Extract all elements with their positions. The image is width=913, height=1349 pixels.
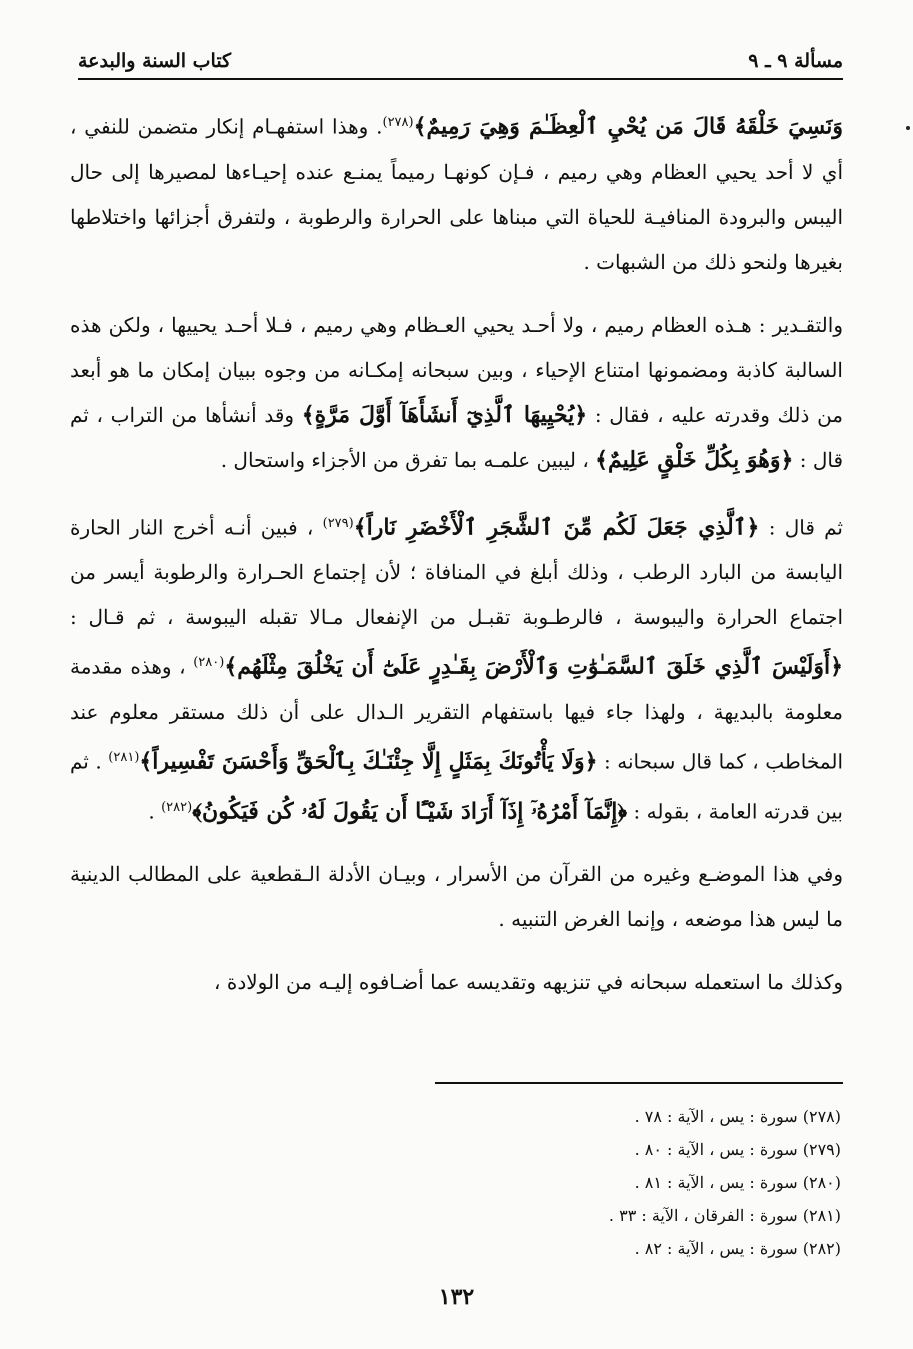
body-text-run: ، فبين أنـه أخرج النار الحارة اليابسة من البارد الرطب ، وذلك أبلغ في المنافاة ؛ لأن إجتماع الحـرارة والرطوبة أيسر من اجتماع الحرارة واليبوسة ، فالرطـوبة تقبـل من الإنفعال مـالا تقبله اليبوسة ، ثم قـال :	[70, 515, 843, 630]
quran-verse: ﴿إِنَّمَآ أَمْرُهُۥٓ إِذَآ أَرَادَ شَيْـًٔا أَن يَقُولَ لَهُۥ كُن فَيَكُونُ﴾	[192, 798, 628, 825]
body-text-run: . وهذا استفهـام إنكار متضمن للنفي ، أي لا أحد يحيي العظام وهي رميم ، فـإن كونهـا رميماً يمنـع عنده إحيـاءها لمصيرها إلى حال اليبس والبرودة المنافيـة للحياة التي مبناها على الحرارة والرطوبة ، ولتفرق أجزائها واختلاطها بغيرها ولنحو ذلك من الشبهات .	[70, 114, 843, 274]
main-text	[70, 100, 843, 1023]
quran-verse: ﴿وَهُوَ بِكُلِّ خَلْقٍ عَلِيمٌ﴾	[595, 446, 794, 473]
body-text-run: وكذلك ما استعمله سبحانه في تنزيهه وتقديسه عما أضـافوه إليـه من الولادة ،	[214, 970, 843, 995]
body-text-run: وقد أنشأها من التراب ، ثم قال :	[70, 402, 843, 472]
footnote: (٢٧٩) سورة : يس ، الآية : ٨٠ .	[634, 1140, 841, 1159]
paragraph	[70, 852, 843, 942]
footnote-divider	[435, 1082, 843, 1084]
issue-number: مسألة ٩ ـ ٩	[748, 50, 843, 72]
body-text-run: وفي هذا الموضـع وغيره من القرآن من الأسرار ، وبيـان الأدلة الـقطعية على المطالب الدينية ما ليس هذا موضعه ، وإنما الغرض التنبيه .	[70, 862, 843, 932]
footnote: (٢٨٠) سورة : يس ، الآية : ٨١ .	[634, 1173, 841, 1192]
paragraph	[70, 960, 843, 1005]
footnote: (٢٨٢) سورة : يس ، الآية : ٨٢ .	[634, 1239, 841, 1258]
paragraph	[70, 100, 843, 285]
book-title: كتاب السنة والبدعة	[78, 50, 232, 72]
quran-verse: ﴿ٱلَّذِي جَعَلَ لَكُم مِّنَ ٱلشَّجَرِ ٱلْأَخْضَرِ نَاراً﴾	[353, 514, 760, 541]
footnotes	[401, 1100, 841, 1265]
paragraph	[70, 303, 843, 483]
footnote: (٢٧٨) سورة : يس ، الآية : ٧٨ .	[634, 1107, 841, 1126]
footnote: (٢٨١) سورة : الفرقان ، الآية : ٣٣ .	[608, 1206, 841, 1225]
quran-verse: ﴿يُحْيِيهَا ٱلَّذِيٓ أَنشَأَهَآ أَوَّلَ مَرَّةٍ﴾	[301, 401, 588, 428]
footnote-ref: (٢٨١)	[108, 749, 140, 765]
quran-verse: وَنَسِيَ خَلْقَهُ قَالَ مَن يُحْيِ ٱلْعِظَـٰمَ وَهِيَ رَمِيمٌ﴾	[413, 113, 843, 140]
quran-verse: ﴿وَلَا يَأْتُونَكَ بِمَثَلٍ إِلَّا جِئْنَـٰكَ بِٱلْحَقِّ وَأَحْسَنَ تَفْسِيراً﴾	[139, 748, 598, 775]
footnote-ref: (٢٨٠)	[193, 655, 225, 671]
body-text-run: .	[148, 799, 162, 824]
body-text-run: ، ليبين علمـه بما تفرق من الأجزاء واستحال .	[220, 447, 596, 472]
scan-speck	[906, 126, 910, 130]
page-number: ١٣٢	[438, 1284, 475, 1310]
running-header	[78, 40, 843, 80]
quran-verse: ﴿أَوَلَيْسَ ٱلَّذِي خَلَقَ ٱلسَّمَـٰوَٰتِ وَٱلْأَرْضَ بِقَـٰدِرٍ عَلَىٰٓ أَن يَخْلُقَ مِثْلَهُم﴾	[224, 653, 843, 680]
footnote-ref: (٢٧٩)	[322, 515, 354, 531]
body-text-run: ثم قال :	[759, 515, 844, 540]
body-text-run: والتقـدير : هـذه العظام رميم ، ولا أحـد يحيي العـظام وهي رميم ، فـلا أحـد يحييها ، ولكن هذه السالبة كاذبة ومضمونها امتناع الإحياء ، وبين سبحانه إمكـانه من وجوه ببيان إمكان ما هو أبعد من ذلك وقدرته عليه ، فقال :	[70, 312, 844, 427]
footnote-ref: (٢٧٨)	[382, 115, 414, 130]
footnote-ref: (٢٨٢)	[161, 799, 193, 815]
body-text-run: ، وهذه مقدمة معلومة بالبديهة ، ولهذا جاء فيها باستفهام التقرير الـدال على أن ذلك مستقر معلوم عند المخاطب ، كما قال سبحانه :	[70, 654, 844, 774]
paragraph	[70, 501, 843, 835]
body-text-run: . ثم بين قدرته العامة ، بقوله :	[70, 749, 843, 824]
